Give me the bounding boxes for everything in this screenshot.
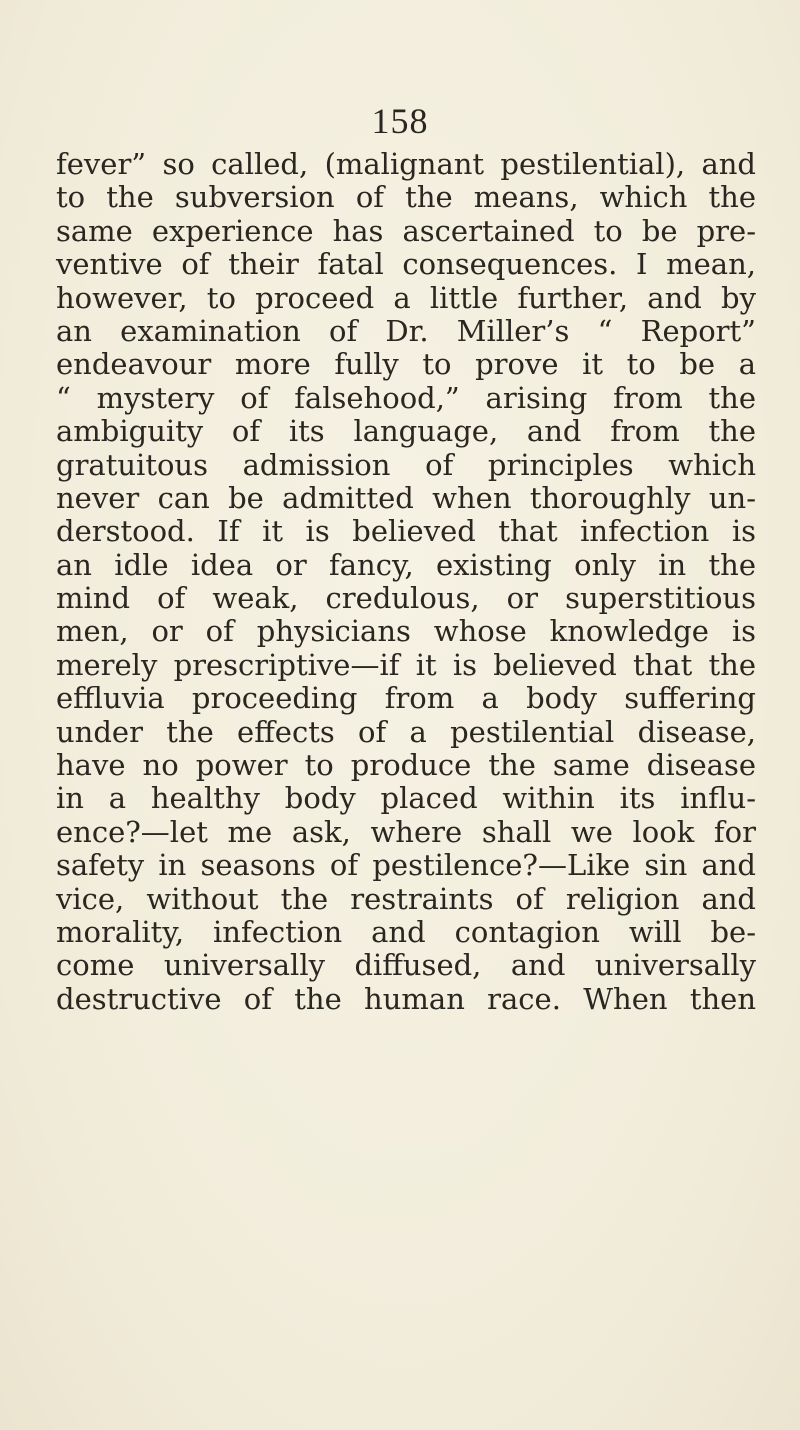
text-line: mind of weak, credulous, or superstitious [56, 581, 756, 616]
text-line: come universally diffused, and universally [56, 948, 756, 983]
text-line: effluvia proceeding from a body suffering [56, 681, 756, 716]
text-line: safety in seasons of pestilence?—Like sin and [56, 848, 756, 883]
text-line: merely prescriptive—if it is believed that the [56, 647, 756, 682]
text-line: never can be admitted when thoroughly un- [56, 480, 756, 515]
text-line: fever” so called, (malignant pestilential), and [56, 147, 756, 181]
text-line: have no power to produce the same disease [56, 748, 756, 783]
text-line: under the effects of a pestilential disease, [56, 714, 756, 749]
text-line: endeavour more fully to prove it to be a [56, 347, 756, 382]
body-text [56, 148, 756, 1016]
page-number: 158 [371, 101, 429, 141]
text-line: to the subversion of the means, which the [56, 180, 756, 215]
text-line: however, to proceed a little further, and by [56, 280, 756, 315]
text-line: “ mystery of falsehood,” arising from the [56, 380, 756, 415]
text-line: morality, infection and contagion will be- [56, 914, 756, 949]
text-line: ventive of their fatal consequences. I mean, [56, 247, 756, 282]
text-line: in a healthy body placed within its influ- [56, 781, 756, 816]
text-line: same experience has ascertained to be pre- [56, 213, 756, 248]
text-line: an examination of Dr. Miller’s “ Report” [56, 313, 756, 348]
text-line: an idle idea or fancy, existing only in the [56, 547, 756, 582]
text-line: vice, without the restraints of religion and [56, 881, 756, 916]
text-line: men, or of physicians whose knowledge is [56, 614, 756, 649]
text-line: gratuitous admission of principles which [56, 447, 756, 482]
text-line: derstood. If it is believed that infection is [56, 514, 756, 549]
text-line: ence?—let me ask, where shall we look for [56, 814, 756, 849]
text-line: ambiguity of its language, and from the [56, 414, 756, 449]
text-line: destructive of the human race. When then [56, 981, 756, 1016]
